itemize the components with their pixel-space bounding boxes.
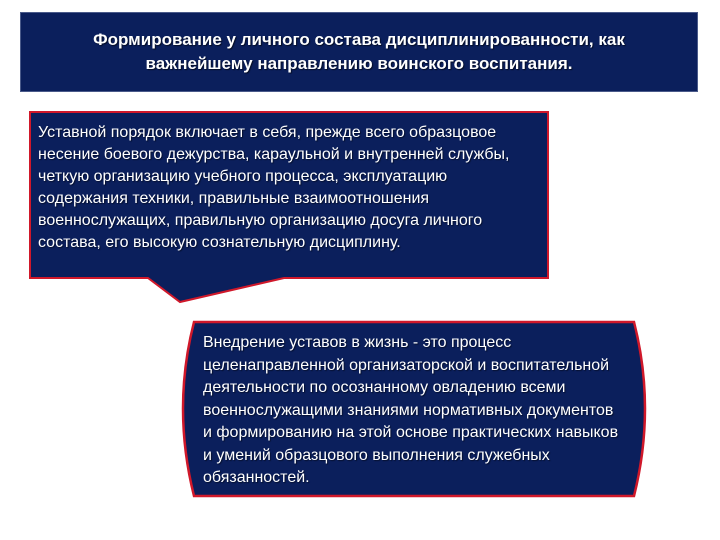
oval-text: Внедрение уставов в жизнь - это процесс целенаправленной организаторской и воспитательной деятельности по осознанному овладению всеми военнослужащими знаниями нормативных документов и формированию на этой основе практических навыков и умений образцового выполнения служебных обязанностей. [203,334,619,486]
slide-title: Формирование у личного состава дисциплинированности, как важнейшему направлению воинского воспитания. [93,30,625,73]
callout-text: Уставной порядок включает в себя, прежде всего образцовое несение боевого дежурства, караульной и внутренней службы, четкую организацию учебного процесса, эксплуатацию содержания техники, правильные взаимоотношения военнослужащих, правильную организацию досуга личного состава, его высокую сознательную дисциплину. [38,124,510,251]
